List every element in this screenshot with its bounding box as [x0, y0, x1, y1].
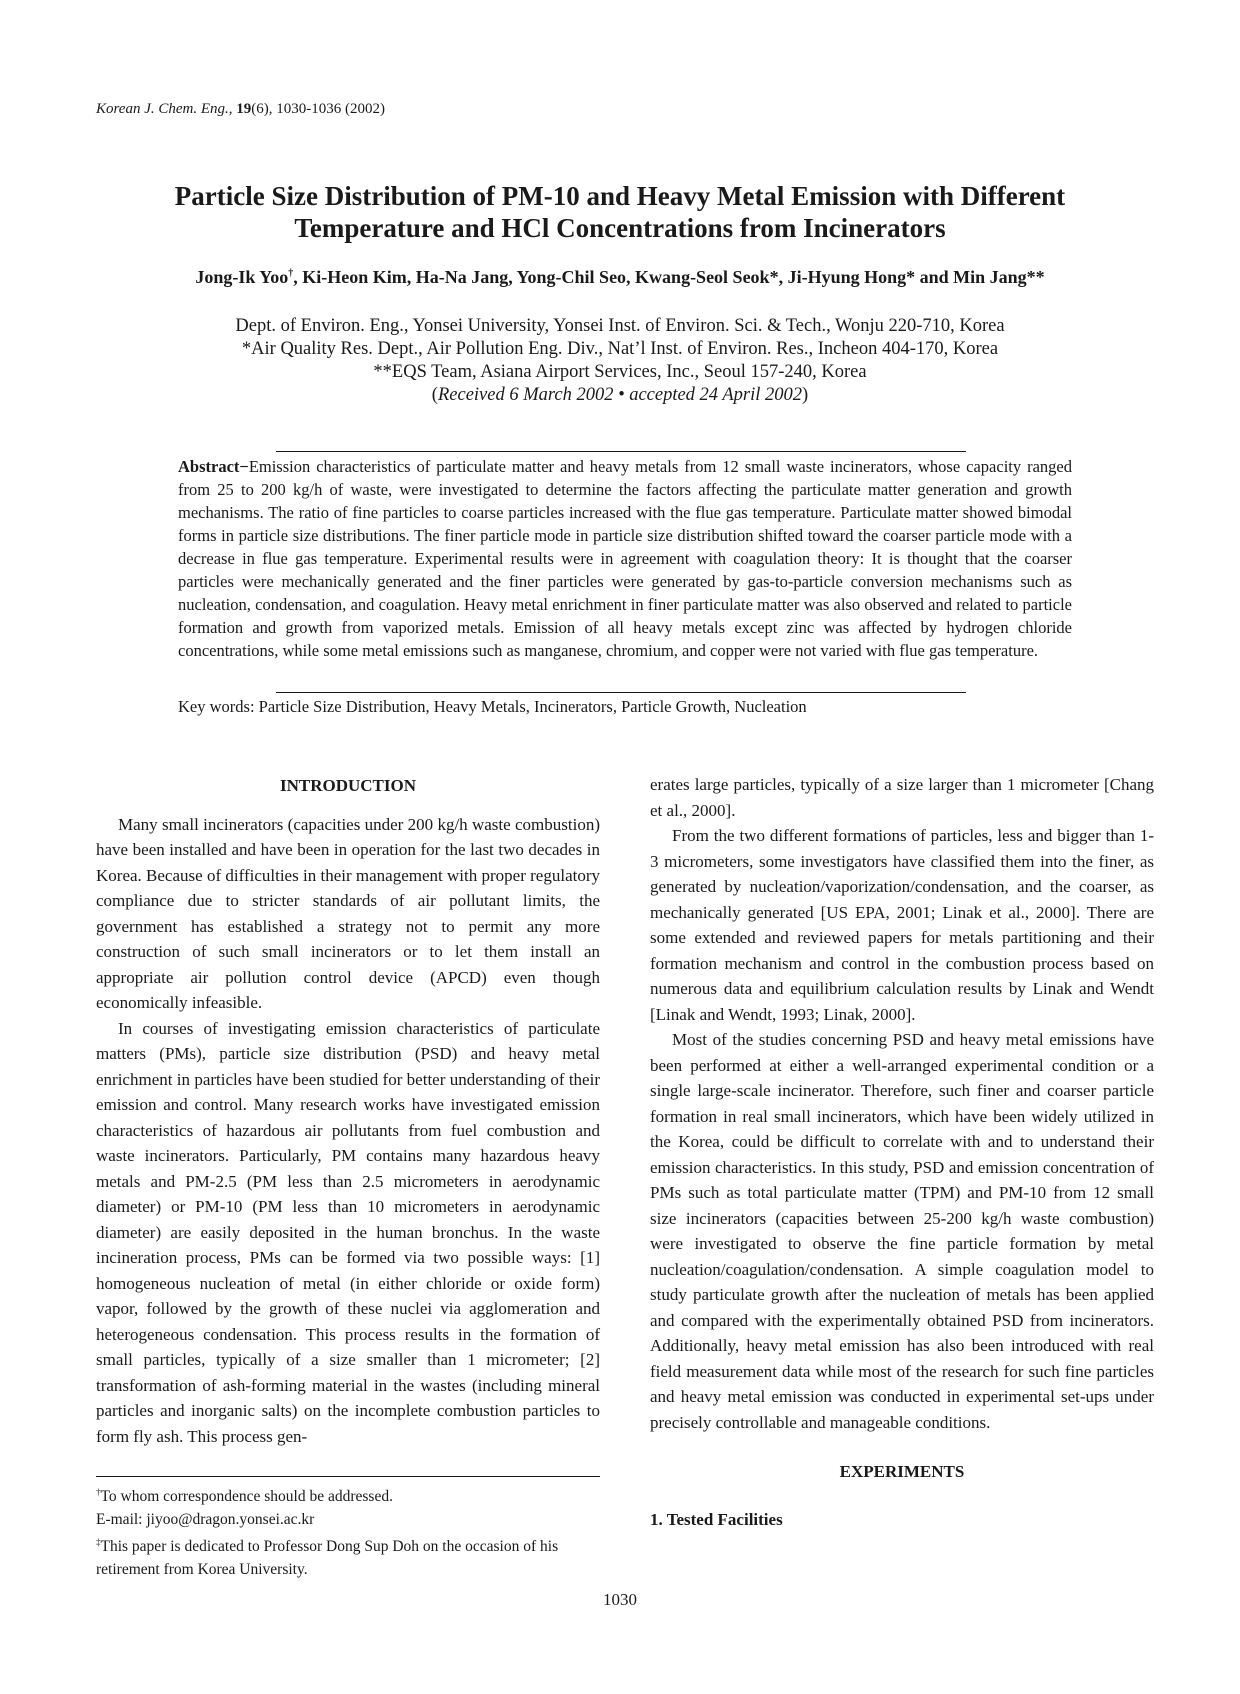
affiliation-2: *Air Quality Res. Dept., Air Pollution Eng. Div., Nat’l Inst. of Environ. Res., Incheon 404-170, Korea	[241, 339, 999, 359]
keywords: Key words: Particle Size Distribution, Heavy Metals, Incinerators, Particle Growth, Nucleation	[178, 697, 807, 716]
abstract-bottom-rule	[276, 692, 966, 693]
intro-paragraph-5: Most of the studies concerning PSD and heavy metal emissions have been performed at either a well-arranged experimental condition or a single large-scale incinerator. Therefore, such finer and coarser particle formation in real small incinerators, which have been widely utilized in the Korea, could be difficult to correlate with and to understand their emission characteristics. In this study, PSD and emission concentration of PMs such as total particulate matter (TPM) and PM-10 from 12 small size incinerators (capacities between 25-200 kg/h waste combustion) were investigated to observe the fine particle formation by metal nucleation/coagulation/condensation. A simple coagulation model to study particulate growth after the nucleation of metals has been applied and compared with the experimentally obtained PSD from incinerators. Additionally, heavy metal emission has also been introduced with real field measurement data while most of the research for such fine particles and heavy metal emission was conducted in experimental set-ups under precisely controllable and manageable conditions.	[650, 1030, 1154, 1432]
journal-issue-pages: (6), 1030-1036 (2002)	[251, 101, 385, 117]
abstract-top-rule	[276, 451, 966, 452]
first-author: Jong-Ik Yoo	[195, 267, 289, 287]
section-heading-introduction: INTRODUCTION	[279, 776, 417, 795]
left-column	[96, 772, 600, 1449]
footnote-email: E-mail: jiyoo@dragon.yonsei.ac.kr	[96, 1511, 315, 1529]
author-list	[60, 267, 1180, 288]
affiliation-1: Dept. of Environ. Eng., Yonsei University, Yonsei Inst. of Environ. Sci. & Tech., Wonju 220-710, Korea	[235, 316, 1005, 336]
journal-volume: 19	[236, 101, 252, 117]
intro-paragraph-4: From the two different formations of particles, less and bigger than 1-3 micrometers, some investigators have classified them into the finer, as generated by nucleation/vaporization/condensation, and the coarser, as mechanically generated [US EPA, 2001; Linak et al., 2000]. There are some extended and reviewed papers for metals partitioning and their formation mechanism and control in the combustion process based on numerous data and equilibrium calculation results by Linak and Wendt [Linak and Wendt, 1993; Linak, 2000].	[650, 826, 1154, 1024]
title-line-2: Temperature and HCl Concentrations from Incinerators	[294, 213, 946, 243]
paper-title	[100, 180, 1140, 244]
abstract-text: Emission characteristics of particulate matter and heavy metals from 12 small waste incinerators, whose capacity ranged from 25 to 200 kg/h of waste, were investigated to determine the factors affecting the particulate matter generation and growth mechanisms. The ratio of fine particles to coarse particles increased with the flue gas temperature. Particulate matter showed bimodal forms in particle size distributions. The finer particle mode in particle size distribution shifted toward the coarser particle mode with a decrease in flue gas temperature. Experimental results were in agreement with coagulation theory: It is thought that the coarser particles were mechanically generated and the finer particles were generated by gas-to-particle conversion mechanisms such as nucleation, condensation, and coagulation. Heavy metal enrichment in finer particulate matter was also observed and related to particle formation and growth from vaporized metals. Emission of all heavy metals except zinc was affected by hydrogen chloride concentrations, while some metal emissions such as manganese, chromium, and copper were not varied with flue gas temperature.	[178, 457, 1072, 660]
other-authors: , Ki-Heon Kim, Ha-Na Jang, Yong-Chil Seo, Kwang-Seol Seok*, Ji-Hyung Hong* and Min Jang**	[293, 267, 1045, 287]
title-line-1: Particle Size Distribution of PM-10 and Heavy Metal Emission with Different	[174, 181, 1066, 211]
subsection-heading-tested-facilities: 1. Tested Facilities	[650, 1509, 783, 1529]
intro-paragraph-1: Many small incinerators (capacities under 200 kg/h waste combustion) have been installed and have been in operation for the last two decades in Korea. Because of difficulties in their management with proper regulatory compliance due to stricter standards of air pollutant limits, the government has established a strategy not to permit any more construction of such small incinerators or to let them install an appropriate air pollution control device (APCD) even though economically infeasible.	[96, 814, 600, 1012]
footnote-dedication: ‡This paper is dedicated to Professor Dong Sup Doh on the occasion of his retirement from Korea University.	[96, 1537, 559, 1579]
footnote-correspondence: †To whom correspondence should be addressed.	[96, 1487, 393, 1506]
abstract	[178, 455, 1072, 662]
corresponding-mark: †	[288, 268, 294, 279]
right-column	[650, 772, 1154, 1532]
section-heading-experiments: EXPERIMENTS	[839, 1462, 965, 1481]
footnotes	[96, 1481, 600, 1581]
received-text: Received 6 March 2002 • accepted 24 April 2002	[437, 385, 803, 405]
received-dates: (Received 6 March 2002 • accepted 24 April 2002)	[431, 385, 809, 405]
footnote-rule	[96, 1476, 600, 1477]
intro-paragraph-3-cont: erates large particles, typically of a size larger than 1 micrometer [Chang et al., 2000].	[650, 775, 1154, 820]
abstract-label: Abstract	[178, 457, 240, 476]
intro-paragraph-2: In courses of investigating emission characteristics of particulate matters (PMs), particle size distribution (PSD) and heavy metal enrichment in particles have been studied for better understanding of their emission and control. Many research works have investigated emission characteristics of hazardous air pollutants from fuel combustion and waste incinerators. Particularly, PM contains many hazardous heavy metals and PM-2.5 (PM less than 2.5 micrometers in aerodynamic diameter) or PM-10 (PM less than 10 micrometers in aerodynamic diameter) are easily deposited in the human bronchus. In the waste incineration process, PMs can be formed via two possible ways: [1] homogeneous nucleation of metal (in either chloride or oxide form) vapor, followed by the growth of these nuclei via agglomeration and heterogeneous condensation. This process results in the formation of small particles, typically of a size smaller than 1 micrometer; [2] transformation of ash-forming material in the wastes (including mineral particles and inorganic salts) on the incomplete combustion particles to form fly ash. This process gen-	[96, 1018, 600, 1446]
affiliation-3: **EQS Team, Asiana Airport Services, Inc., Seoul 157-240, Korea	[373, 362, 867, 382]
page-number: 1030	[603, 1590, 637, 1609]
affiliations	[100, 315, 1140, 407]
journal-name: Korean J. Chem. Eng.,	[96, 101, 233, 117]
abstract-dash: −	[239, 457, 249, 476]
journal-citation	[96, 101, 385, 118]
